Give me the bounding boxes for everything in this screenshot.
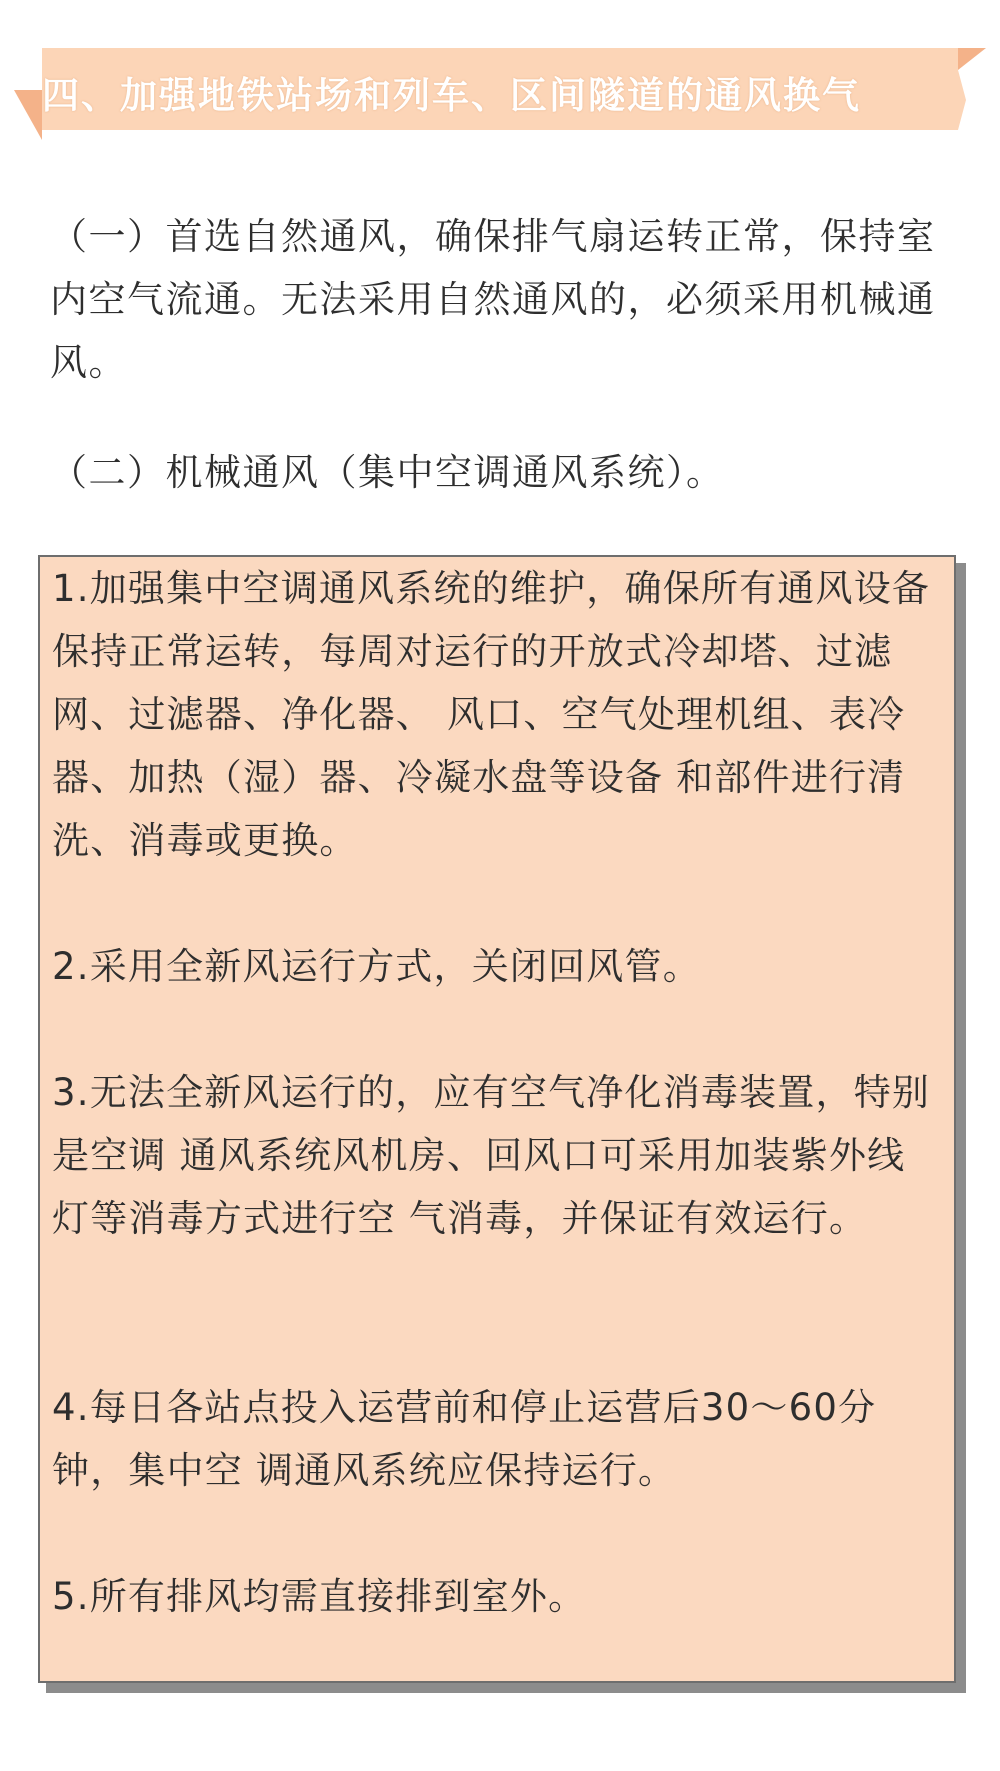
- measure-item-4: 4.每日各站点投入运营前和停止运营后30～60分钟，集中空 调通风系统应保持运行。: [52, 1386, 877, 1492]
- section-heading-ribbon: [14, 48, 986, 158]
- measure-item-3: 3.无法全新风运行的，应有空气净化消毒装置，特别是空调 通风系统风机房、回风口可采用加装紫外线灯等消毒方式进行空 气消毒，并保证有效运行。: [52, 1071, 931, 1240]
- intro-paragraph-natural-ventilation: （一）首选自然通风，确保排气扇运转正常，保持室内空气流通。无法采用自然通风的，必须采用机械通风。: [50, 215, 936, 384]
- section-title: 四、加强地铁站场和列车、区间隧道的通风换气: [42, 74, 861, 117]
- measures-box: [38, 555, 956, 1683]
- measure-item-2: 2.采用全新风运行方式，关闭回风管。: [52, 945, 701, 988]
- intro-paragraph-mechanical-ventilation: （二）机械通风（集中空调通风系统）。: [50, 451, 725, 494]
- measure-item-1: 1.加强集中空调通风系统的维护，确保所有通风设备保持正常运转，每周对运行的开放式冷却塔、过滤网、过滤器、净化器、 风口、空气处理机组、表冷器、加热（湿）器、冷凝水盘等设备 和部件进行清洗、消毒或更换。: [52, 567, 931, 862]
- measure-item-5: 5.所有排风均需直接排到室外。: [52, 1575, 587, 1618]
